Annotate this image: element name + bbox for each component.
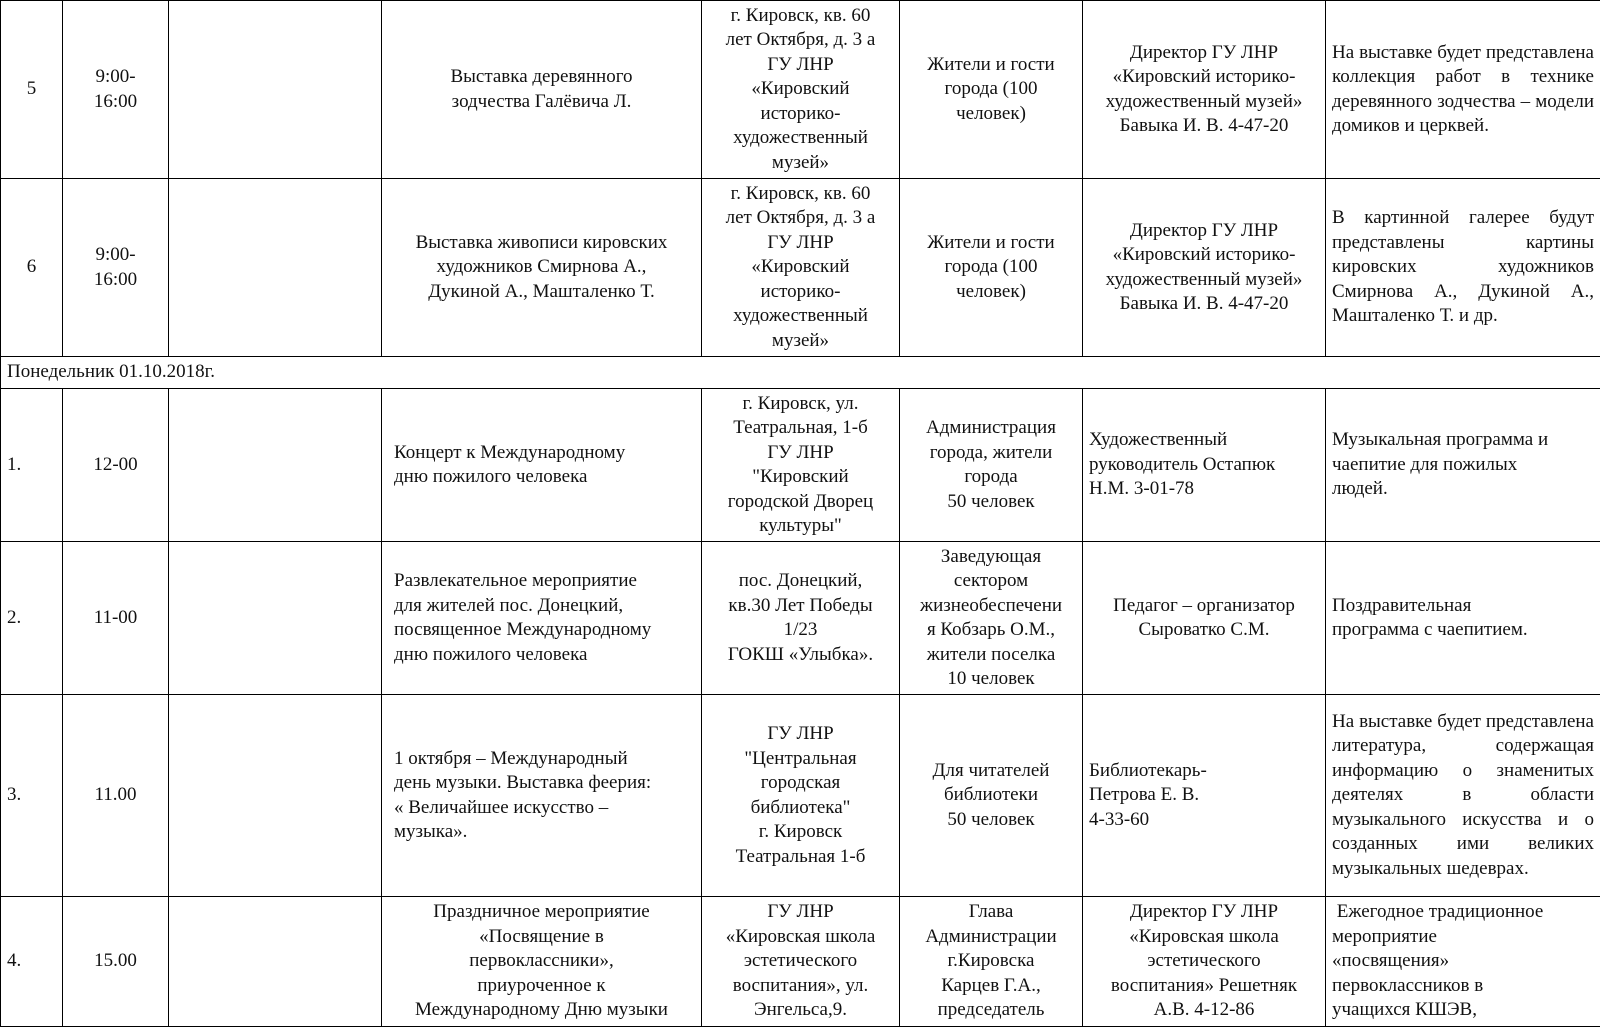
empty-cell <box>169 897 382 1027</box>
event-responsible: Директор ГУ ЛНР «Кировский историко- художественный музей» Бавыка И. В. 4-47-20 <box>1083 1 1326 179</box>
event-description: На выставке будет представлена литература, содержащая информацию о знаменитых деятелях в области музыкального искусства и о созданных ими великих музыкальных шедеврах. <box>1326 695 1600 897</box>
event-title: 1 октября – Международный день музыки. Выставка феерия: « Величайшее искусство – музыка». <box>382 695 702 897</box>
event-description: Поздравительная программа с чаепитием. <box>1326 542 1600 695</box>
event-title: Праздничное мероприятие «Посвящение в первоклассники», приуроченное к Международному Дню музыки <box>382 897 702 1027</box>
event-audience: Жители и гости города (100 человек) <box>900 1 1083 179</box>
row-number: 2. <box>1 542 63 695</box>
event-time: 9:00- 16:00 <box>63 1 169 179</box>
table-row <box>1 542 1600 695</box>
event-place: г. Кировск, кв. 60 лет Октября, д. 3 а ГУ ЛНР «Кировский историко- художественный музей» <box>702 1 900 179</box>
event-time: 11-00 <box>63 542 169 695</box>
event-responsible: Библиотекарь- Петрова Е. В. 4-33-60 <box>1083 695 1326 897</box>
event-title: Выставка деревянного зодчества Галёвича Л. <box>382 1 702 179</box>
event-place: ГУ ЛНР "Центральная городская библиотека" г. Кировск Театральная 1-б <box>702 695 900 897</box>
event-audience: Администрация города, жители города 50 человек <box>900 389 1083 542</box>
event-audience: Заведующая сектором жизнеобеспечени я Кобзарь О.М., жители поселка 10 человек <box>900 542 1083 695</box>
row-number: 3. <box>1 695 63 897</box>
table-row <box>1 389 1600 542</box>
event-place: ГУ ЛНР «Кировская школа эстетического воспитания», ул. Энгельса,9. <box>702 897 900 1027</box>
event-time: 9:00- 16:00 <box>63 179 169 357</box>
empty-cell <box>169 542 382 695</box>
day-header-row <box>1 357 1600 389</box>
table-row <box>1 179 1600 357</box>
event-responsible: Директор ГУ ЛНР «Кировская школа эстетического воспитания» Решетняк А.В. 4-12-86 <box>1083 897 1326 1027</box>
event-responsible: Педагог – организатор Сыроватко С.М. <box>1083 542 1326 695</box>
event-responsible: Художественный руководитель Остапюк Н.М. 3-01-78 <box>1083 389 1326 542</box>
table-row <box>1 695 1600 897</box>
event-place: пос. Донецкий, кв.30 Лет Победы 1/23 ГОКШ «Улыбка». <box>702 542 900 695</box>
event-place: г. Кировск, кв. 60 лет Октября, д. 3 а ГУ ЛНР «Кировский историко- художественный музей» <box>702 179 900 357</box>
event-description: Музыкальная программа и чаепитие для пожилых людей. <box>1326 389 1600 542</box>
empty-cell <box>169 695 382 897</box>
event-description: В картинной галерее будут представлены картины кировских художников Смирнова А., Дукиной А., Машталенко Т. и др. <box>1326 179 1600 357</box>
table-row <box>1 1 1600 179</box>
row-number: 5 <box>1 1 63 179</box>
event-audience: Жители и гости города (100 человек) <box>900 179 1083 357</box>
event-description: На выставке будет представлена коллекция работ в технике деревянного зодчества – модели домиков и церквей. <box>1326 1 1600 179</box>
empty-cell <box>169 1 382 179</box>
event-time: 11.00 <box>63 695 169 897</box>
empty-cell <box>169 389 382 542</box>
event-audience: Для читателей библиотеки 50 человек <box>900 695 1083 897</box>
event-responsible: Директор ГУ ЛНР «Кировский историко- художественный музей» Бавыка И. В. 4-47-20 <box>1083 179 1326 357</box>
row-number: 1. <box>1 389 63 542</box>
day-header: Понедельник 01.10.2018г. <box>1 357 1600 389</box>
table-row <box>1 897 1600 1027</box>
event-time: 12-00 <box>63 389 169 542</box>
event-audience: Глава Администрации г.Кировска Карцев Г.А., председатель <box>900 897 1083 1027</box>
row-number: 6 <box>1 179 63 357</box>
event-title: Концерт к Международному дню пожилого человека <box>382 389 702 542</box>
row-number: 4. <box>1 897 63 1027</box>
empty-cell <box>169 179 382 357</box>
event-title: Выставка живописи кировских художников Смирнова А., Дукиной А., Машталенко Т. <box>382 179 702 357</box>
event-description: Ежегодное традиционное мероприятие «посвящения» первоклассников в учащихся КШЭВ, <box>1326 897 1600 1027</box>
event-time: 15.00 <box>63 897 169 1027</box>
event-title: Развлекательное мероприятие для жителей пос. Донецкий, посвященное Международному дню пожилого человека <box>382 542 702 695</box>
event-place: г. Кировск, ул. Театральная, 1-б ГУ ЛНР "Кировский городской Дворец культуры" <box>702 389 900 542</box>
